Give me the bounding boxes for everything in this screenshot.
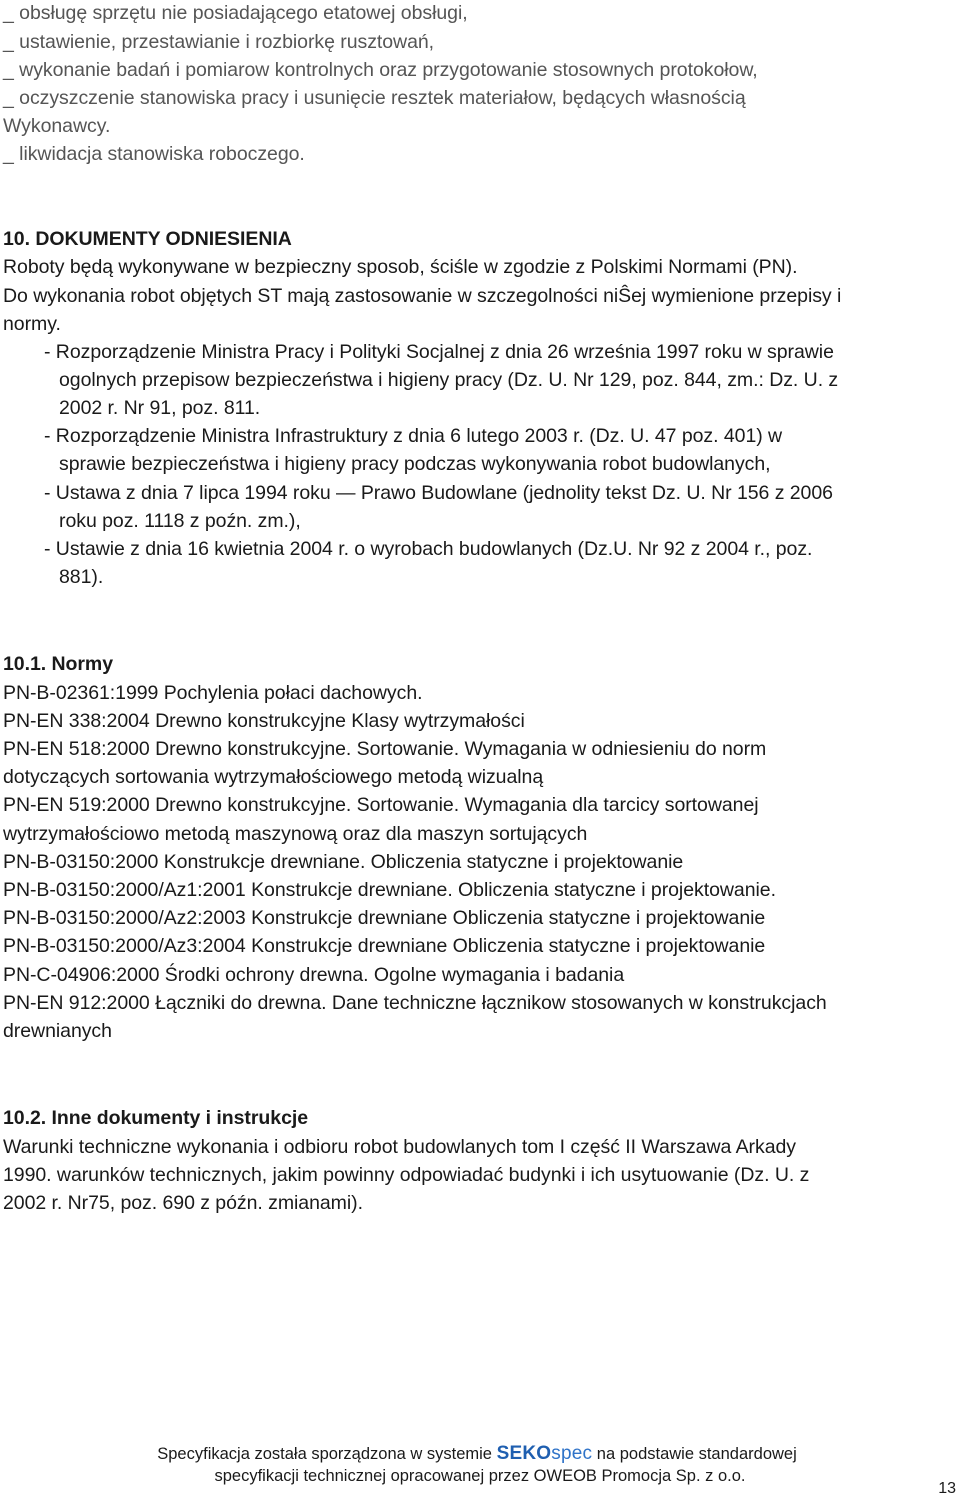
footer-text: na podstawie standardowej <box>596 1445 797 1463</box>
list-item: _ ustawienie, przestawianie i rozbiorkę rusztowań, <box>3 31 435 53</box>
paragraph-line: 1990. warunków technicznych, jakim powinny odpowiadać budynki i ich usytuowanie (Dz. U. z <box>3 1164 810 1186</box>
list-item-continuation: Wykonawcy. <box>3 115 111 137</box>
footer-text: Specyfikacja została sporządzona w systemie <box>157 1445 492 1463</box>
norm-line: PN-B-03150:2000/Az2:2003 Konstrukcje drewniane Obliczenia statyczne i projektowanie <box>3 907 766 929</box>
paragraph-line: Roboty będą wykonywane w bezpieczny sposob, ściśle w zgodzie z Polskimi Normami (PN). <box>3 256 798 278</box>
section-heading-10: 10. DOKUMENTY ODNIESIENIA <box>3 228 292 250</box>
norm-line: PN-B-03150:2000/Az1:2001 Konstrukcje drewniane. Obliczenia statyczne i projektowanie. <box>3 879 776 901</box>
norm-line: PN-B-02361:1999 Pochylenia połaci dachowych. <box>3 682 423 704</box>
paragraph-line: normy. <box>3 313 61 335</box>
list-item: _ wykonanie badań i pomiarow kontrolnych oraz przygotowanie stosownych protokołow, <box>3 59 758 81</box>
footer-line-1 <box>0 1444 957 1464</box>
norm-line: PN-C-04906:2000 Środki ochrony drewna. Ogolne wymagania i badania <box>3 964 625 986</box>
norm-line: dotyczących sortowania wytrzymałościowego metodą wizualną <box>3 766 544 788</box>
regulation-item-continuation: 2002 r. Nr 91, poz. 811. <box>59 397 261 419</box>
paragraph-line: Do wykonania robot objętych ST mają zastosowanie w szczegolności niŜej wymienione przepisy i <box>3 285 842 307</box>
list-item: _ oczyszczenie stanowiska pracy i usunięcie resztek materiałow, będących własnością <box>3 87 746 109</box>
list-item: _ likwidacja stanowiska roboczego. <box>3 143 305 165</box>
regulation-item-continuation: sprawie bezpieczeństwa i higieny pracy podczas wykonywania robot budowlanych, <box>59 453 771 475</box>
paragraph-line: Warunki techniczne wykonania i odbioru robot budowlanych tom I część II Warszawa Arkady <box>3 1136 796 1158</box>
norm-line: PN-B-03150:2000/Az3:2004 Konstrukcje drewniane Obliczenia statyczne i projektowanie <box>3 935 766 957</box>
norm-line: PN-EN 518:2000 Drewno konstrukcyjne. Sortowanie. Wymagania w odniesieniu do norm <box>3 738 767 760</box>
sekospec-logo <box>497 1443 593 1464</box>
regulation-item: - Rozporządzenie Ministra Pracy i Polityki Socjalnej z dnia 26 września 1997 roku w sprawie <box>44 341 834 363</box>
norm-line: PN-EN 338:2004 Drewno konstrukcyjne Klasy wytrzymałości <box>3 710 525 732</box>
norm-line: wytrzymałościowo metodą maszynową oraz dla maszyn sortujących <box>3 823 588 845</box>
page-number: 13 <box>938 1480 956 1497</box>
regulation-item-continuation: ogolnych przepisow bezpieczeństwa i higieny pracy (Dz. U. Nr 129, poz. 844, zm.: Dz. U. z <box>59 369 839 391</box>
norm-line: PN-EN 519:2000 Drewno konstrukcyjne. Sortowanie. Wymagania dla tarcicy sortowanej <box>3 794 759 816</box>
regulation-item: - Rozporządzenie Ministra Infrastruktury z dnia 6 lutego 2003 r. (Dz. U. 47 poz. 401) w <box>44 425 783 447</box>
regulation-item: - Ustawie z dnia 16 kwietnia 2004 r. o wyrobach budowlanych (Dz.U. Nr 92 z 2004 r., poz. <box>44 538 813 560</box>
logo-text-seko: SEKO <box>496 1443 552 1464</box>
regulation-item: - Ustawa z dnia 7 lipca 1994 roku — Prawo Budowlane (jednolity tekst Dz. U. Nr 156 z 2006 <box>44 482 833 504</box>
regulation-item-continuation: roku poz. 1118 z poźn. zm.), <box>59 510 301 532</box>
section-heading-10-1: 10.1. Normy <box>3 653 114 675</box>
paragraph-line: 2002 r. Nr75, poz. 690 z późn. zmianami). <box>3 1192 363 1214</box>
regulation-item-continuation: 881). <box>59 566 104 588</box>
norm-line: drewnianych <box>3 1020 112 1042</box>
norm-line: PN-B-03150:2000 Konstrukcje drewniane. Obliczenia statyczne i projektowanie <box>3 851 684 873</box>
norm-line: PN-EN 912:2000 Łączniki do drewna. Dane techniczne łącznikow stosowanych w konstrukcjach <box>3 992 827 1014</box>
section-heading-10-2: 10.2. Inne dokumenty i instrukcje <box>3 1107 309 1129</box>
list-item: _ obsługę sprzętu nie posiadającego etatowej obsługi, <box>3 2 468 24</box>
footer-line-2: specyfikacji technicznej opracowanej przez OWEOB Promocja Sp. z o.o. <box>214 1467 746 1485</box>
logo-text-spec: spec <box>551 1443 593 1464</box>
